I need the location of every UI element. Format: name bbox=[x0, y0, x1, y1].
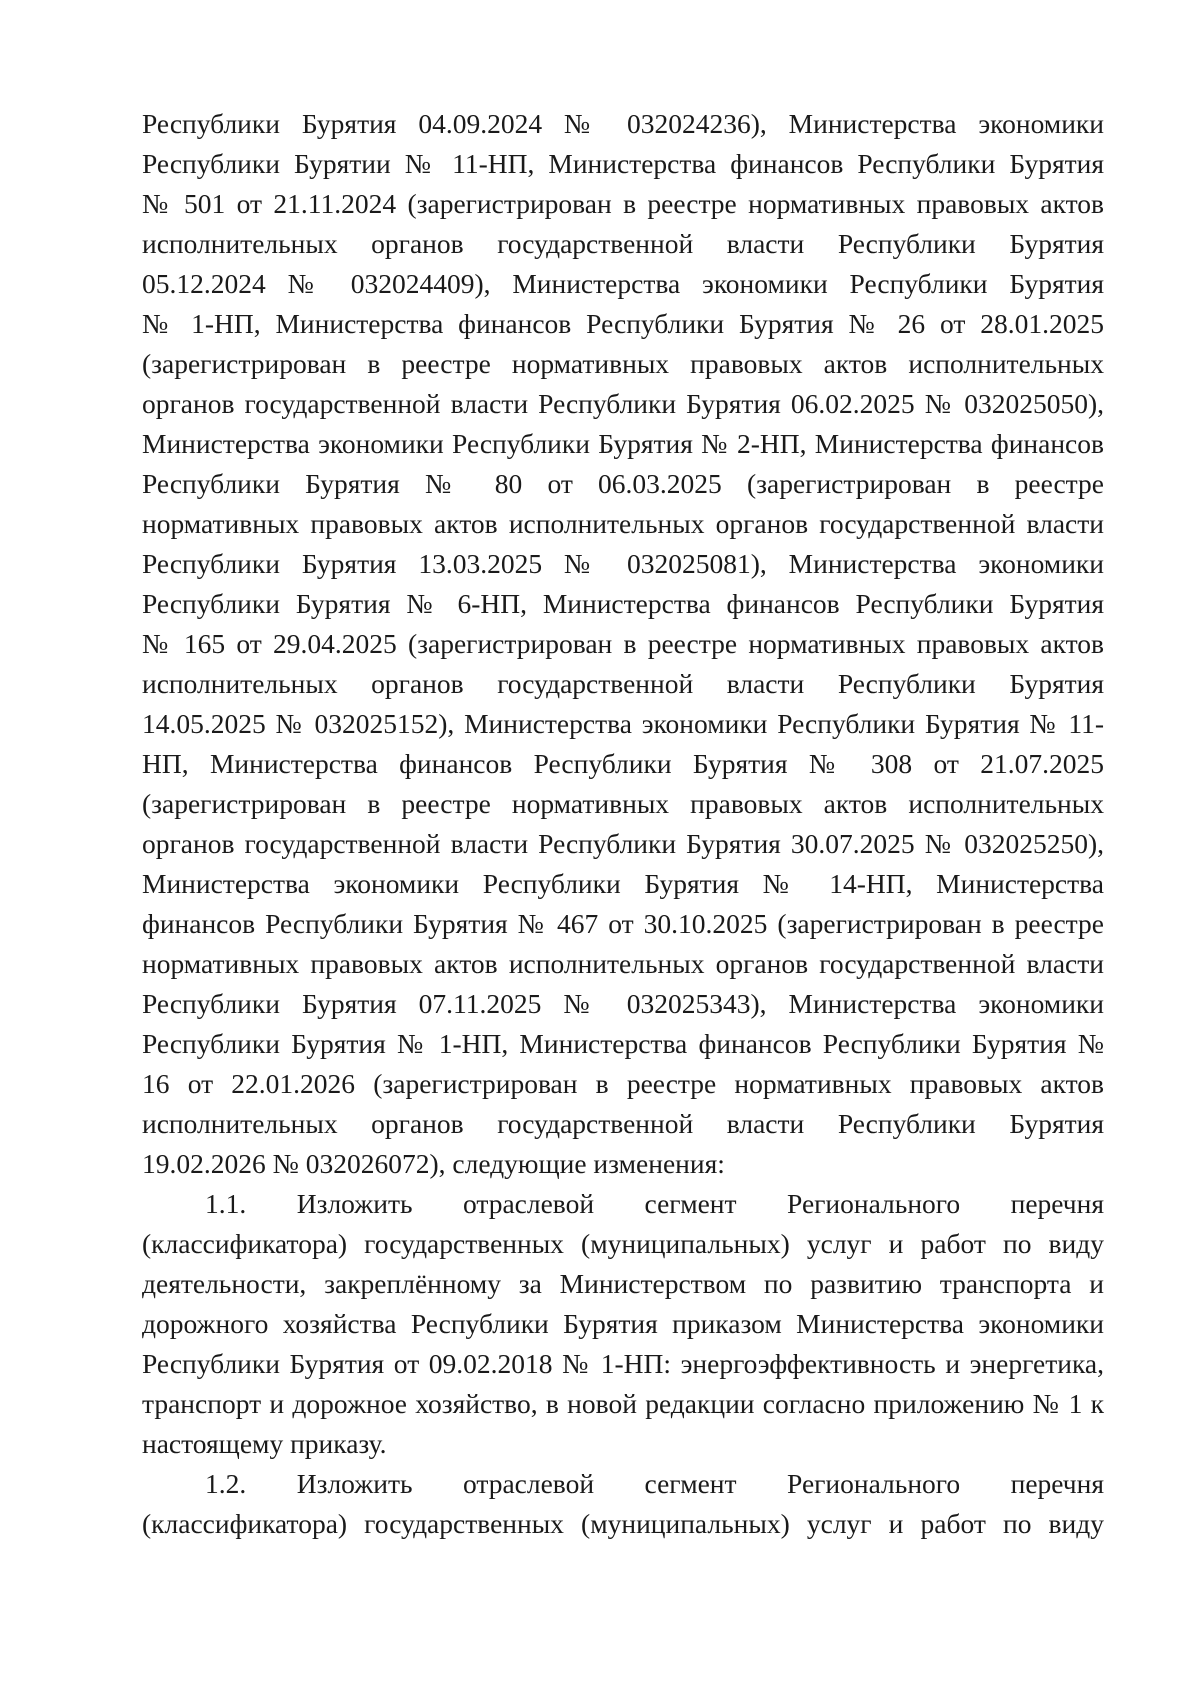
text-line: (классификатора) государственных (муниципальных) услуг и работ по виду bbox=[142, 1228, 1104, 1259]
paragraph-item-1-1 bbox=[142, 1184, 1104, 1464]
text-line: нормативных правовых актов исполнительных органов государственной власти bbox=[142, 948, 1104, 979]
text-line: (зарегистрирован в реестре нормативных правовых актов исполнительных bbox=[142, 788, 1104, 819]
text-line: № 501 от 21.11.2024 (зарегистрирован в реестре нормативных правовых актов bbox=[142, 188, 1104, 219]
text-line: исполнительных органов государственной власти Республики Бурятия bbox=[142, 1108, 1104, 1139]
text-line: Министерства экономики Республики Бурятия № 2-НП, Министерства финансов bbox=[142, 428, 1104, 459]
text-line: финансов Республики Бурятия № 467 от 30.10.2025 (зарегистрирован в реестре bbox=[142, 908, 1104, 939]
text-line: Республики Бурятия № 80 от 06.03.2025 (зарегистрирован в реестре bbox=[142, 468, 1104, 499]
text-line: органов государственной власти Республики Бурятия 06.02.2025 № 032025050), bbox=[142, 388, 1104, 419]
text-line: 19.02.2026 № 032026072), следующие изменения: bbox=[142, 1148, 725, 1179]
text-line: дорожного хозяйства Республики Бурятия приказом Министерства экономики bbox=[142, 1308, 1104, 1339]
text-line: Министерства экономики Республики Бурятия № 14-НП, Министерства bbox=[142, 868, 1104, 899]
text-line: 05.12.2024 № 032024409), Министерства экономики Республики Бурятия bbox=[142, 268, 1104, 299]
text-line: органов государственной власти Республики Бурятия 30.07.2025 № 032025250), bbox=[142, 828, 1104, 859]
text-line: Республики Бурятия № 6-НП, Министерства финансов Республики Бурятия bbox=[142, 588, 1104, 619]
text-line: Республики Бурятия № 1-НП, Министерства финансов Республики Бурятия № bbox=[142, 1028, 1104, 1059]
text-line: 16 от 22.01.2026 (зарегистрирован в реестре нормативных правовых актов bbox=[142, 1068, 1104, 1099]
text-line: Республики Бурятия 04.09.2024 № 032024236), Министерства экономики bbox=[142, 108, 1104, 139]
text-line: Республики Бурятия 13.03.2025 № 032025081), Министерства экономики bbox=[142, 548, 1104, 579]
paragraph-item-1-2 bbox=[142, 1464, 1104, 1544]
text-line: Республики Бурятия 07.11.2025 № 032025343), Министерства экономики bbox=[142, 988, 1104, 1019]
text-line: № 165 от 29.04.2025 (зарегистрирован в реестре нормативных правовых актов bbox=[142, 628, 1104, 659]
text-line: 1.2. Изложить отраслевой сегмент Регионального перечня bbox=[205, 1468, 1104, 1499]
text-line: настоящему приказу. bbox=[142, 1428, 387, 1459]
document-body bbox=[142, 104, 1104, 1544]
text-line: исполнительных органов государственной власти Республики Бурятия bbox=[142, 668, 1104, 699]
text-line: нормативных правовых актов исполнительных органов государственной власти bbox=[142, 508, 1104, 539]
text-line: НП, Министерства финансов Республики Бурятия № 308 от 21.07.2025 bbox=[142, 748, 1104, 779]
text-line: деятельности, закреплённому за Министерством по развитию транспорта и bbox=[142, 1268, 1104, 1299]
text-line: транспорт и дорожное хозяйство, в новой редакции согласно приложению № 1 к bbox=[142, 1388, 1104, 1419]
text-line: № 1-НП, Министерства финансов Республики Бурятия № 26 от 28.01.2025 bbox=[142, 308, 1104, 339]
text-line: исполнительных органов государственной власти Республики Бурятия bbox=[142, 228, 1104, 259]
text-line: (зарегистрирован в реестре нормативных правовых актов исполнительных bbox=[142, 348, 1104, 379]
text-line: Республики Бурятия от 09.02.2018 № 1-НП: энергоэффективность и энергетика, bbox=[142, 1348, 1104, 1379]
text-line: Республики Бурятии № 11-НП, Министерства финансов Республики Бурятия bbox=[142, 148, 1104, 179]
text-line: 1.1. Изложить отраслевой сегмент Регионального перечня bbox=[205, 1188, 1104, 1219]
paragraph-amendments-list bbox=[142, 104, 1104, 1184]
text-line: (классификатора) государственных (муниципальных) услуг и работ по виду bbox=[142, 1508, 1104, 1539]
text-line: 14.05.2025 № 032025152), Министерства экономики Республики Бурятия № 11- bbox=[142, 708, 1104, 739]
